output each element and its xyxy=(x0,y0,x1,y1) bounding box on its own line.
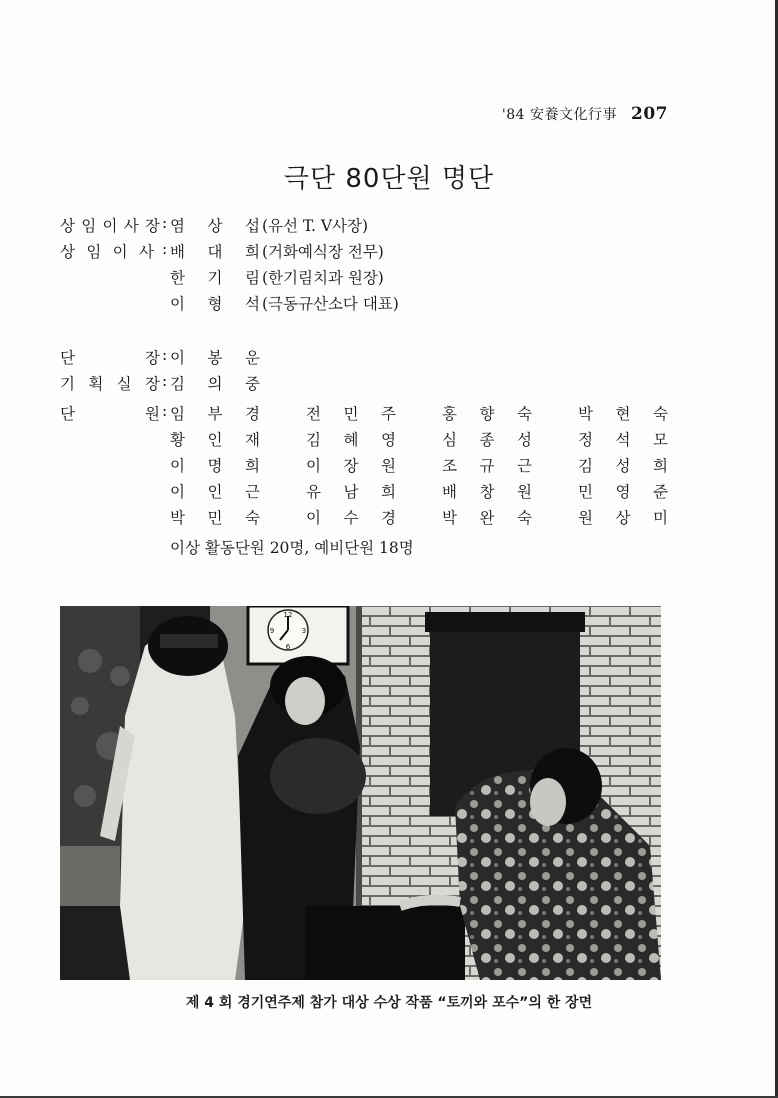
member-name: 이 장 원 xyxy=(306,457,396,475)
member-name: 황 인 재 xyxy=(170,431,260,449)
clock-numeral: 9 xyxy=(269,627,275,635)
member-name: 배 창 원 xyxy=(442,483,532,501)
member-name: 조 규 근 xyxy=(442,457,532,475)
director-note: (거화예식장 전무) xyxy=(262,243,384,261)
member-name: 이 명 희 xyxy=(170,457,260,475)
director-name: 배 대 희 xyxy=(170,243,260,261)
member-name: 홍 향 숙 xyxy=(442,405,532,423)
member-name: 임 부 경 xyxy=(170,405,260,423)
member-name: 정 석 모 xyxy=(578,431,668,449)
clock-numeral: 6 xyxy=(285,643,291,651)
colon: : xyxy=(162,402,168,420)
running-header xyxy=(502,104,668,124)
member-name: 박 완 숙 xyxy=(442,509,532,527)
member-name: 원 상 미 xyxy=(578,509,668,527)
member-name: 김 혜 영 xyxy=(306,431,396,449)
chair-note: (유선 T. V사장) xyxy=(262,217,369,235)
planning-head-name: 김 의 중 xyxy=(170,375,260,393)
colon: : xyxy=(162,346,168,364)
clock-numeral: 12 xyxy=(283,611,293,619)
stage-photo-illustration xyxy=(60,606,661,980)
page-title: 극단 80단원 명단 xyxy=(283,164,495,194)
members-label: 단 원 xyxy=(60,405,160,423)
director-name: 이 형 석 xyxy=(170,295,260,313)
chair-name: 염 상 섭 xyxy=(170,217,260,235)
member-name: 박 현 숙 xyxy=(578,405,668,423)
member-name: 이 수 경 xyxy=(306,509,396,527)
member-name: 김 성 희 xyxy=(578,457,668,475)
page-number: 207 xyxy=(631,104,668,124)
member-name: 전 민 주 xyxy=(306,405,396,423)
planning-head-label: 기 획 실 장 xyxy=(60,375,160,393)
photo-caption: 제 4 회 경기연주제 참가 대상 수상 작품 “토끼와 포수”의 한 장면 xyxy=(185,995,593,1011)
member-name: 이 인 근 xyxy=(170,483,260,501)
member-summary: 이상 활동단원 20명, 예비단원 18명 xyxy=(170,539,414,557)
clock-numeral: 3 xyxy=(301,627,307,635)
member-name: 유 남 희 xyxy=(306,483,396,501)
running-title: '84 安養文化行事 xyxy=(501,107,617,123)
director-name: 한 기 림 xyxy=(170,269,260,287)
director-note: (한기림치과 원장) xyxy=(262,269,384,287)
member-name: 심 종 성 xyxy=(442,431,532,449)
chair-label: 상 임 이 사 장 xyxy=(60,217,160,235)
colon: : xyxy=(162,214,168,232)
member-name: 박 민 숙 xyxy=(170,509,260,527)
director-note: (극동규산소다 대표) xyxy=(262,295,399,313)
colon: : xyxy=(162,372,168,390)
directors-label: 상 임 이 사 xyxy=(60,243,154,261)
colon: : xyxy=(162,240,168,258)
stage-photo xyxy=(60,606,661,980)
troupe-head-label: 단 장 xyxy=(60,349,160,367)
member-name: 민 영 준 xyxy=(578,483,668,501)
troupe-head-name: 이 봉 운 xyxy=(170,349,260,367)
